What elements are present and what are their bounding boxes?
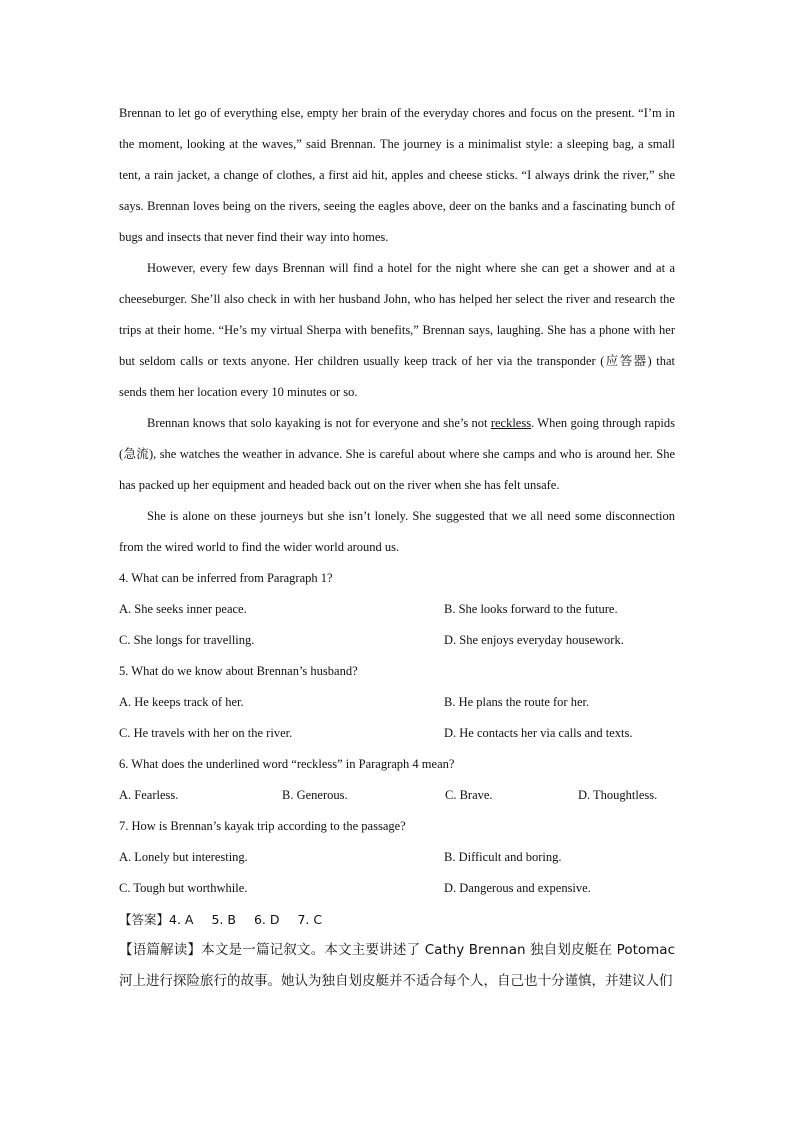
analysis-paragraph xyxy=(119,935,675,997)
option-a: A. Lonely but interesting. xyxy=(119,850,248,864)
paragraph-3-text-after: . When going through rapids (急流), she watches the weather in advance. She is careful about where she camps and who is around her. She has packed up her equipment and headed back out on the river when she has felt unsafe. xyxy=(119,416,675,492)
analysis-text: 本文是一篇记叙文。本文主要讲述了 Cathy Brennan 独自划皮艇在 Potomac 河上进行探险旅行的故事。她认为独自划皮艇并不适合每个人，自己也十分谨慎，并建议人们 xyxy=(119,942,675,989)
answer-item: 6. D xyxy=(253,912,280,927)
option-c: C. Tough but worthwhile. xyxy=(119,881,248,895)
option-b: B. She looks forward to the future. xyxy=(444,602,618,616)
option-a: A. She seeks inner peace. xyxy=(119,602,247,616)
question-stem: 7. How is Brennan’s kayak trip according to the passage? xyxy=(119,819,406,833)
answer-item: 4. A xyxy=(169,912,194,927)
option-a: A. He keeps track of her. xyxy=(119,695,244,709)
question-stem: 5. What do we know about Brennan’s husband? xyxy=(119,664,358,678)
paragraph-3-text-before: Brennan knows that solo kayaking is not for everyone and she’s not xyxy=(147,416,491,430)
answer-item: 5. B xyxy=(211,912,236,927)
question-4 xyxy=(119,563,675,656)
option-d: D. She enjoys everyday housework. xyxy=(444,633,624,647)
option-d: D. He contacts her via calls and texts. xyxy=(444,726,633,740)
question-7 xyxy=(119,811,675,904)
answer-label: 【答案】 xyxy=(119,912,170,927)
passage-paragraph-3 xyxy=(119,408,675,501)
passage-paragraph-1: Brennan to let go of everything else, empty her brain of the everyday chores and focus on the present. “I’m in the moment, looking at the waves,” said Brennan. The journey is a minimalist style: a sleeping bag, a small tent, a rain jacket, a change of clothes, a first aid hit, apples and cheese sticks. “I always drink the river,” she says. Brennan loves being on the rivers, seeing the eagles above, deer on the banks and a fascinating bunch of bugs and insects that never find their way into homes. xyxy=(119,106,675,244)
option-b: B. Generous. xyxy=(282,788,348,802)
question-stem: 6. What does the underlined word “reckless” in Paragraph 4 mean? xyxy=(119,757,455,771)
question-5 xyxy=(119,656,675,749)
document-page xyxy=(119,98,675,997)
answer-item: 7. C xyxy=(297,912,323,927)
question-stem: 4. What can be inferred from Paragraph 1? xyxy=(119,571,333,585)
option-b: B. Difficult and boring. xyxy=(444,850,562,864)
analysis-label: 【语篇解读】 xyxy=(119,942,202,958)
passage-paragraph-4: She is alone on these journeys but she isn’t lonely. She suggested that we all need some disconnection from the wired world to find the wider world around us. xyxy=(119,509,675,554)
underlined-word-reckless: reckless xyxy=(490,416,532,430)
answer-line xyxy=(119,904,675,935)
option-b: B. He plans the route for her. xyxy=(444,695,590,709)
option-a: A. Fearless. xyxy=(119,788,179,802)
option-c: C. She longs for travelling. xyxy=(119,633,255,647)
passage-paragraph-2: However, every few days Brennan will find a hotel for the night where she can get a shower and at a cheeseburger. She’ll also check in with her husband John, who has helped her select the river and research the trips at their home. “He’s my virtual Sherpa with benefits,” Brennan says, laughing. She has a phone with her but seldom calls or texts anyone. Her children usually keep track of her via the transponder (应答器) that sends them her location every 10 minutes or so. xyxy=(119,261,675,399)
question-6 xyxy=(119,749,675,811)
option-c: C. He travels with her on the river. xyxy=(119,726,293,740)
option-d: D. Dangerous and expensive. xyxy=(444,881,591,895)
option-c: C. Brave. xyxy=(445,788,493,802)
option-d: D. Thoughtless. xyxy=(578,788,658,802)
